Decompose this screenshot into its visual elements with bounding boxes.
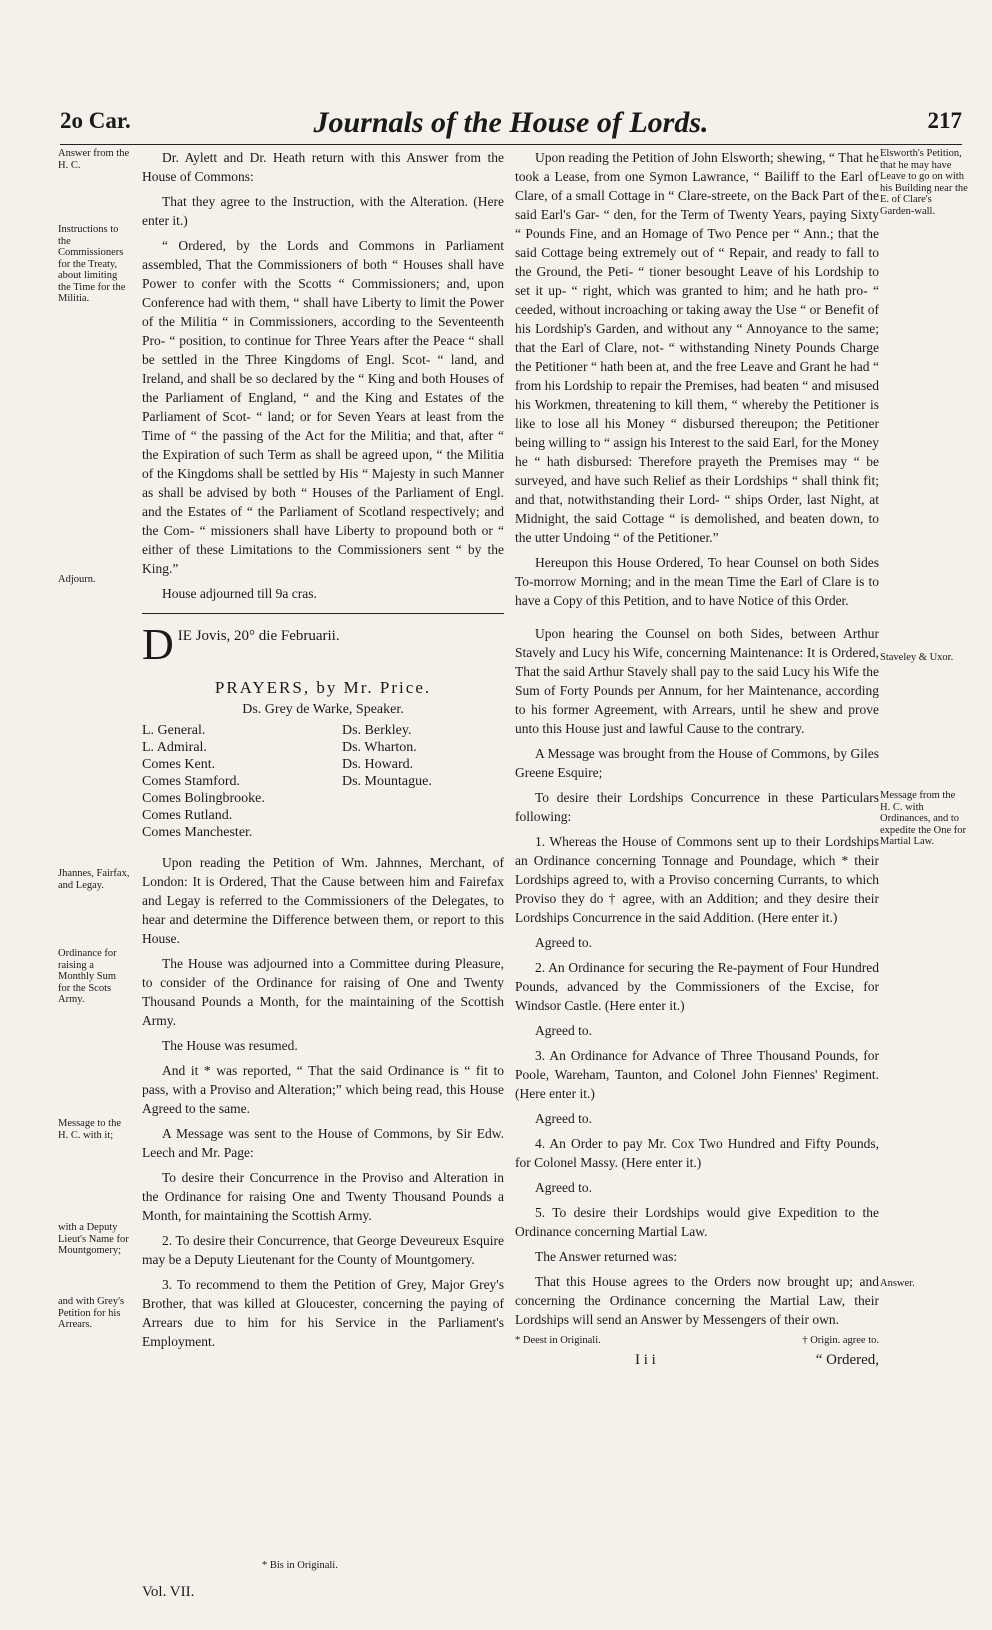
paragraph: The House was resumed. [162, 1038, 298, 1053]
attendee: Comes Rutland. [142, 808, 233, 823]
page-number: 217 [927, 108, 962, 133]
attendee: Comes Bolingbrooke. [142, 791, 265, 806]
margin-note: Answer. [880, 1278, 915, 1289]
margin-note: Ordinance for raising a Monthly Sum for the Scots Army. [58, 948, 117, 1005]
day-text: IE Jovis, 20° die Februarii. [177, 628, 340, 644]
attendee: Comes Manchester. [142, 825, 253, 840]
paragraph: The House was adjourned into a Committee during Pleasure, to consider of the Ordinance for raising of One and Twenty Thousand Pounds a Month, for the maintaining of the Scottish Army. [142, 956, 504, 1028]
attendee: Comes Stamford. [142, 774, 240, 789]
agreed-line: Agreed to. [535, 1023, 592, 1038]
regnal-year: 2o Car. [60, 108, 131, 133]
left-column [142, 148, 504, 1357]
attendee: Ds. Berkley. [342, 723, 412, 738]
drop-cap: D [142, 620, 174, 669]
paragraph: Upon reading the Petition of Wm. Jahnnes, Merchant, of London: It is Ordered, That the Cause between him and Fairefax and Legay is referred to the Commissioners of the Delegates, to hear and determine the Difference between them, or report to this House. [142, 855, 504, 946]
attendee: Comes Kent. [142, 757, 216, 772]
margin-note: Jhannes, Fairfax, and Legay. [58, 868, 130, 891]
paragraph: A Message was brought from the House of Commons, by Giles Greene Esquire; [515, 746, 879, 780]
paragraph: Dr. Aylett and Dr. Heath return with this Answer from the House of Commons: [142, 150, 504, 184]
speaker-line: Ds. Grey de Warke, Speaker. [242, 702, 404, 717]
volume-label: Vol. VII. [142, 1584, 195, 1600]
paragraph: To desire their Concurrence in the Proviso and Alteration in the Ordinance for raising One and Twenty Thousand Pounds a Month, for maintaining the Scottish Army. [142, 1170, 504, 1223]
running-title: Journals of the House of Lords. [313, 106, 709, 139]
footnote: † Origin. agree to. [802, 1335, 879, 1346]
margin-note: Elsworth's Petition, that he may have Leave to go on with his Building near the E. of Clare's Garden-wall. [880, 148, 968, 217]
paragraph: The Answer returned was: [535, 1249, 678, 1264]
footnote: * Bis in Originali. [262, 1560, 338, 1571]
margin-note: Instructions to the Commissioners for the Treaty, about limiting the Time for the Militia. [58, 224, 126, 304]
agreed-line: Agreed to. [535, 1180, 592, 1195]
margin-note: Message to the H. C. with it; [58, 1118, 121, 1141]
paragraph: 3. An Ordinance for Advance of Three Thousand Pounds, for Poole, Wareham, Taunton, and Colonel John Fiennes' Regiment. (Here enter it.) [515, 1048, 879, 1101]
attendee: L. Admiral. [142, 740, 207, 755]
paragraph: 2. An Ordinance for securing the Re-payment of Four Hundred Pounds, advanced by the Commissioners of the Excise, for Windsor Castle. (Here enter it.) [515, 960, 879, 1013]
day-heading [142, 620, 504, 669]
attendee: Ds. Wharton. [342, 740, 417, 755]
agreed-line: Agreed to. [535, 935, 592, 950]
paragraph: To desire their Lordships Concurrence in these Particulars following: [515, 790, 879, 824]
paragraph: 5. To desire their Lordships would give Expedition to the Ordinance concerning Martial Law. [515, 1205, 879, 1239]
attendance-list [142, 722, 504, 841]
attendee: L. General. [142, 723, 206, 738]
paragraph: House adjourned till 9a cras. [162, 586, 317, 601]
page-header [60, 108, 962, 148]
signature-mark: I i i [635, 1352, 656, 1368]
right-column [515, 148, 879, 1369]
margin-note: and with Grey's Petition for his Arrears. [58, 1296, 125, 1330]
paragraph: 2. To desire their Concurrence, that George Deveureux Esquire may be a Deputy Lieutenant for the County of Mountgomery. [142, 1233, 504, 1267]
header-rule [60, 144, 962, 145]
catchword: “ Ordered, [815, 1352, 879, 1368]
paragraph: Upon hearing the Counsel on both Sides, between Arthur Stavely and Lucy his Wife, concerning Maintenance: It is Ordered, That the said Arthur Stavely shall pay to the said Lucy his Wife the Sum of Forty Pounds per Annum, for her Maintenance, according to his former Agreement, with Arrears, until he shew and prove unto this House just and lawful Cause to the contrary. [515, 626, 879, 736]
paragraph: Upon reading the Petition of John Elsworth; shewing, “ That he took a Lease, from one Symon Lawrance, “ Bailiff to the Earl of Clare, of a small Cottage in “ Clare-streete, on the Back Part of the said Earl's Gar- “ den, for the Term of Twenty Years, paying Sixty “ Pounds Fine, and an Homage of Two Pence per “ Ann.; that the said Cottage being extremely out of “ Repair, and ready to fall to the Ground, the Peti- “ tioner besought Leave of his Lordship to set it up- “ right, which was granted to him; and he hath pro- “ ceeded, without incroaching or taking away the Use “ or Benefit of his Lordship's Garden, and without any “ Annoyance to the same; that the Earl of Clare, not- “ withstanding Ninety Pounds Charge the Petitioner “ hath been at, and the free Leave and Grant he had “ from his Lordship to repair the Premises, had beaten “ and misused his Workmen, threatening to kill them, “ whereby the Petitioner is like to lose all his Money “ disbursed thereupon; the Petitioner being willing to “ assign his Interest to the said Earl, for the Money he “ hath disbursed: Therefore prayeth the Premises may “ be surveyed, and have such Relief as their Lordships “ shall think fit; and that, notwithstanding their Lord- “ ships Order, last Night, at Midnight, the said Cottage “ is demolished, and beaten down, to the utter Undoing “ of the Petitioner.” [515, 150, 879, 545]
paragraph: A Message was sent to the House of Commons, by Sir Edw. Leech and Mr. Page: [142, 1126, 504, 1160]
margin-note: Message from the H. C. with Ordinances, and to expedite the One for Martial Law. [880, 790, 967, 847]
margin-note: Adjourn. [58, 574, 96, 585]
margin-note: Staveley & Uxor. [880, 652, 954, 663]
paragraph: Hereupon this House Ordered, To hear Counsel on both Sides To-morrow Morning; and in the mean Time the Earl of Clare is to have a Copy of this Petition, and to have Notice of this Order. [515, 555, 879, 608]
footnote: * Deest in Originali. [515, 1335, 601, 1346]
attendee: Ds. Howard. [342, 757, 414, 772]
attendee: Ds. Mountague. [342, 774, 432, 789]
paragraph: “ Ordered, by the Lords and Commons in Parliament assembled, That the Commissioners of both “ Houses shall have Power to confer with the Scotts “ Commissioners; and, upon Conference had with them, “ shall have Liberty to limit the Power of the Militia “ in Commissioners, according to the Seventeenth Pro- “ position, to continue for Three Years after the Peace “ shall be settled in the Three Kingdoms of Engl. Scot- “ land, and Ireland, and shall be so declared by the “ King and both Houses of the Parliament of England, “ and the King and Estates of the Parliament of Scot- “ land; or for Seven Years at least from the Time of “ the passing of the Act for the Militia; and that, after “ the Expiration of such Term as shall be agreed upon, “ the Militia of the Kingdoms shall be settled by His “ Majesty in such Manner as shall be advised by both “ Houses of the Parliament of Engl. and the Estates of “ the Parliament of Scotland respectively; and the Com- “ missioners shall have Liberty to propound both or “ either of these Limitations to the Commissioners sent “ by the King.” [142, 238, 504, 576]
prayers-line: PRAYERS, by Mr. Price. [214, 678, 432, 697]
paragraph: 3. To recommend to them the Petition of Grey, Major Grey's Brother, that was killed at Gloucester, concerning the paying of Arrears due to him for his Service in the Parliament's Employment. [142, 1277, 504, 1349]
paragraph: That this House agrees to the Orders now brought up; and concerning the Ordinance concerning the Martial Law, their Lordships will send an Answer by Messengers of their own. [515, 1274, 879, 1327]
paragraph: 4. An Order to pay Mr. Cox Two Hundred and Fifty Pounds, for Colonel Massy. (Here enter it.) [515, 1136, 879, 1170]
margin-note: with a Deputy Lieut's Name for Mountgomery; [58, 1222, 129, 1256]
paragraph: And it * was reported, “ That the said Ordinance is “ fit to pass, with a Proviso and Alteration;” which being read, this House Agreed to the same. [142, 1063, 504, 1116]
paragraph: 1. Whereas the House of Commons sent up to their Lordships an Ordinance concerning Tonnage and Poundage, which * their Lordships agreed to, with a Proviso concerning Currants, to which Proviso they do † agree, with an Addition; and they desire their Lordships Concurrence in the said Addition. (Here enter it.) [515, 834, 879, 925]
agreed-line: Agreed to. [535, 1111, 592, 1126]
margin-note: Answer from the H. C. [58, 148, 130, 171]
paragraph: That they agree to the Instruction, with the Alteration. (Here enter it.) [142, 194, 504, 228]
section-rule [142, 613, 504, 614]
